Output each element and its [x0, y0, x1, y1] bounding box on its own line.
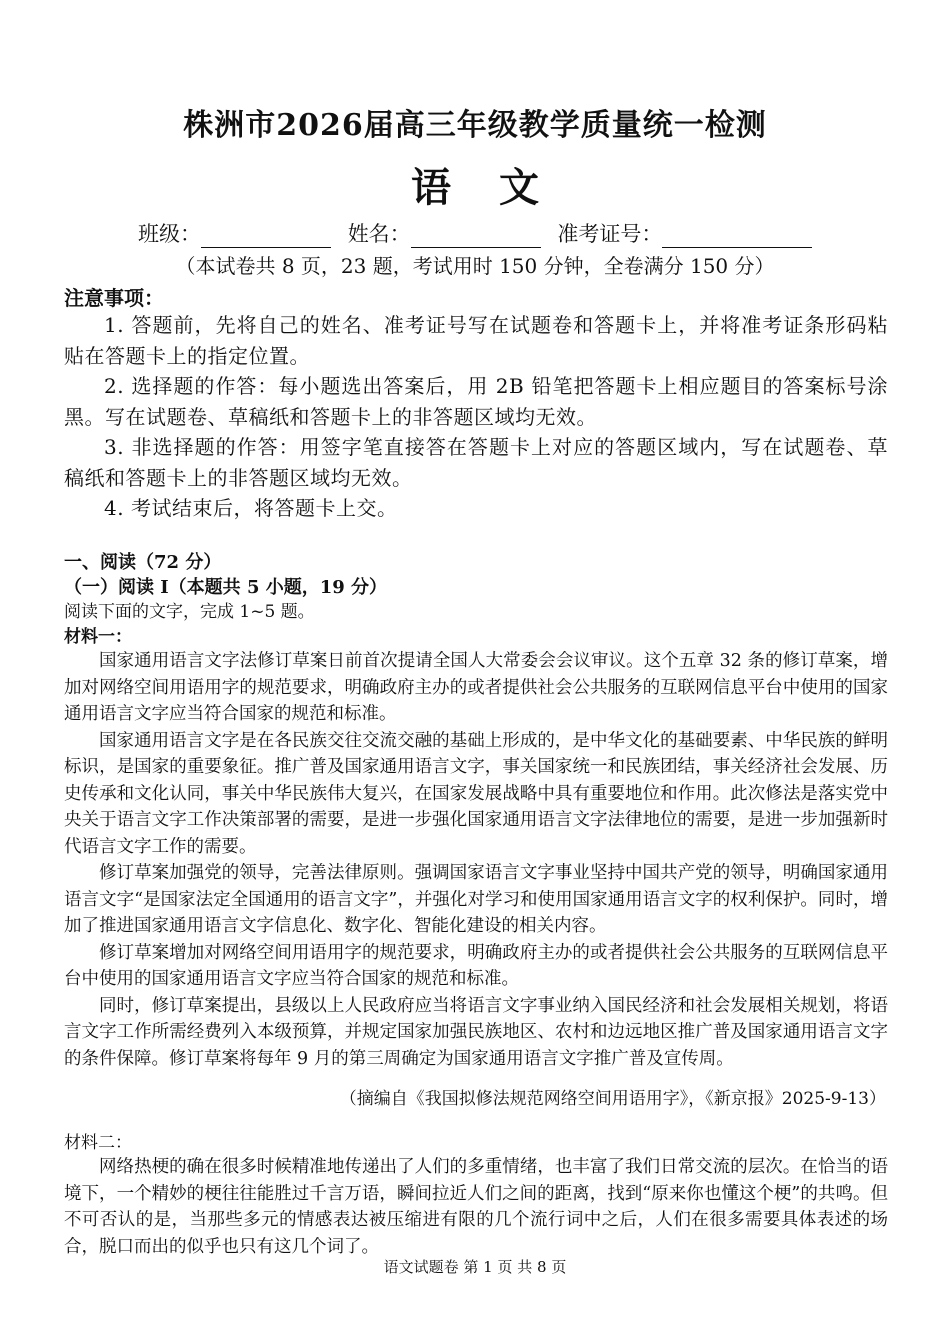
name-label: 姓名：	[347, 222, 411, 246]
exam-id-blank	[662, 227, 812, 248]
paragraph: 修订草案加强党的领导，完善法律原则。强调国家语言文字事业坚持中国共产党的领导，明确国家通用语言文字“是国家法定全国通用的语言文字”，并强化对学习和使用国家通用语言文字的权利保护。同时，增加了推进国家通用语言文字信息化、数字化、智能化建设的相关内容。	[64, 863, 888, 936]
student-info-fields	[138, 218, 822, 248]
class-label: 班级：	[138, 222, 201, 246]
exam-title: 株洲市2026届高三年级教学质量统一检测	[183, 108, 767, 143]
reading-instruction: 阅读下面的文字，完成 1~5 题。	[64, 602, 315, 622]
paragraph: 修订草案增加对网络空间用语用字的规范要求，明确政府主办的或者提供社会公共服务的互联网信息平台中使用的国家通用语言文字应当符合国家的规范和标准。	[64, 942, 888, 989]
material1-body	[64, 648, 888, 1072]
paragraph: 同时，修订草案提出，县级以上人民政府应当将语言文字事业纳入国民经济和社会发展相关规划，将语言文字工作所需经费列入本级预算，并规定国家加强民族地区、农村和边远地区推广普及国家通用语言文字的条件保障。修订草案将每年 9 月的第三周确定为国家通用语言文字推广普及宣传周。	[64, 995, 888, 1069]
material2-body	[64, 1154, 888, 1260]
note-item: 1. 答题前，先将自己的姓名、准考证号写在试题卷和答题卡上，并将准考证条形码粘贴在答题卡上的指定位置。	[64, 313, 888, 368]
note-item: 3. 非选择题的作答：用签字笔直接答在答题卡上对应的答题区域内，写在试题卷、草稿纸和答题卡上的非答题区域均无效。	[64, 435, 888, 490]
page-footer: 语文试题卷 第 1 页 共 8 页	[383, 1258, 567, 1276]
class-blank	[201, 227, 331, 248]
paragraph: 国家通用语言文字法修订草案日前首次提请全国人大常委会会议审议。这个五章 32 条的修订草案，增加对网络空间用语用字的规范要求，明确政府主办的或者提供社会公共服务的互联网信息平台中使用的国家通用语言文字应当符合国家的规范和标准。	[64, 651, 888, 724]
exam-info: （本试卷共 8 页，23 题，考试用时 150 分钟，全卷满分 150 分）	[175, 254, 775, 278]
paragraph: 国家通用语言文字是在各民族交往交流交融的基础上形成的，是中华文化的基础要素、中华民族的鲜明标识，是国家的重要象征。推广普及国家通用语言文字，事关国家统一和民族团结，事关经济社会发展、历史传承和文化认同，事关中华民族伟大复兴，在国家发展战略中具有重要地位和作用。此次修法是落实党中央关于语言文字工作决策部署的需要，是进一步强化国家通用语言文字法律地位的需要，是进一步加强新时代语言文字工作的需要。	[64, 730, 888, 857]
section-heading: 一、阅读（72 分）	[64, 552, 222, 573]
notes-heading: 注意事项：	[64, 286, 164, 310]
notes-list	[64, 310, 888, 524]
note-item: 4. 考试结束后，将答题卡上交。	[104, 496, 398, 520]
name-blank	[411, 227, 541, 248]
note-item: 2. 选择题的作答：每小题选出答案后，用 2B 铅笔把答题卡上相应题目的答案标号涂黑。写在试题卷、草稿纸和答题卡上的非答题区域均无效。	[64, 374, 888, 429]
material1-source: （摘编自《我国拟修法规范网络空间用语用字》，《新京报》2025-9-13）	[339, 1089, 886, 1109]
material2-heading: 材料二：	[64, 1133, 132, 1153]
subsection-heading: （一）阅读 I（本题共 5 小题，19 分）	[64, 577, 388, 598]
material1-heading: 材料一：	[64, 627, 132, 647]
subject-title: 语文	[411, 164, 587, 211]
exam-id-label: 准考证号：	[557, 222, 663, 246]
paragraph: 网络热梗的确在很多时候精准地传递出了人们的多重情绪，也丰富了我们日常交流的层次。在恰当的语境下，一个精妙的梗往往能胜过千言万语，瞬间拉近人们之间的距离，找到“原来你也懂这个梗”的共鸣。但不可否认的是，当那些多元的情感表达被压缩进有限的几个流行词中之后，人们在很多需要具体表述的场合，脱口而出的似乎也只有这几个词了。	[64, 1157, 888, 1257]
